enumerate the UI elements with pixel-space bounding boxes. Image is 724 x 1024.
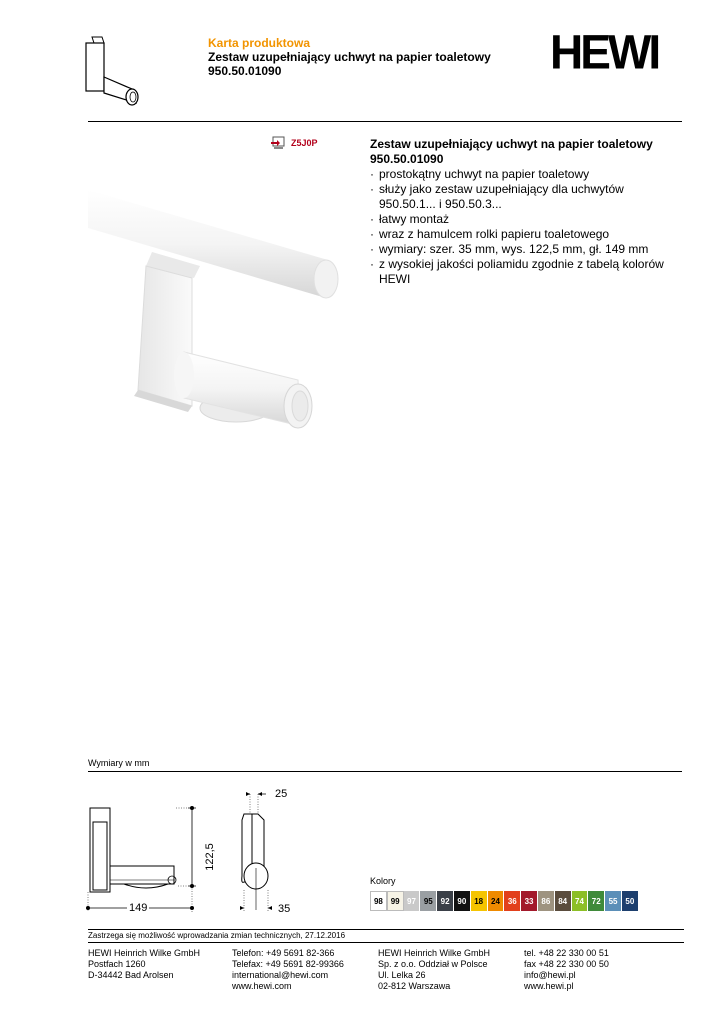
document-kind: Karta produktowa (208, 36, 311, 50)
color-swatch: 90 (454, 891, 471, 911)
feature-item: · z wysokiej jakości poliamidu zgodnie z tabelą kolorów HEWI (370, 257, 680, 287)
footer-line: tel. +48 22 330 00 51 (524, 948, 609, 958)
feature-item: · łatwy montaż (370, 212, 680, 227)
header-divider (88, 121, 682, 122)
footer-line: Sp. z o.o. Oddział w Polsce (378, 959, 488, 969)
color-swatch: 33 (521, 891, 538, 911)
height-dimension: 122,5 (204, 843, 216, 871)
feature-list (370, 167, 680, 287)
colors-label: Kolory (370, 876, 396, 886)
color-swatch: 72 (588, 891, 605, 911)
footer-line: 02-812 Warszawa (378, 981, 451, 991)
color-swatches (370, 891, 639, 911)
footer-web-link[interactable]: www.hewi.com (232, 981, 292, 991)
color-swatch: 99 (387, 891, 404, 911)
feature-item: · służy jako zestaw uzupełniający dla uchwytów 950.50.1... i 950.50.3... (370, 182, 680, 212)
feature-item: · prostokątny uchwyt na papier toaletowy (370, 167, 680, 182)
color-swatch: 18 (471, 891, 488, 911)
dimension-drawings (84, 780, 314, 920)
footer-line: D-34442 Bad Arolsen (88, 970, 174, 980)
footer-email-link[interactable]: international@hewi.com (232, 970, 329, 980)
color-swatch: 86 (538, 891, 555, 911)
footer-divider (88, 929, 684, 930)
dimensions-divider (88, 771, 682, 772)
color-swatch: 74 (572, 891, 589, 911)
disclaimer: Zastrzega się możliwość wprowadzania zmian technicznych, 27.12.2016 (88, 931, 346, 940)
footer-contact-pl (524, 948, 609, 992)
product-thumbnail (80, 33, 142, 113)
dimensions-label: Wymiary w mm (88, 758, 150, 768)
footer-line: Telefax: +49 5691 82-99366 (232, 959, 344, 969)
header-product-code: 950.50.01090 (208, 64, 282, 78)
footer-line: fax +48 22 330 00 50 (524, 959, 609, 969)
document-arrow-icon (271, 136, 287, 150)
footer-line: HEWI Heinrich Wilke GmbH (88, 948, 201, 958)
footer-contact-de (232, 948, 344, 992)
product-image (88, 180, 358, 440)
depth-dimension: 149 (129, 902, 148, 914)
feature-item: · wymiary: szer. 35 mm, wys. 122,5 mm, gł. 149 mm (370, 242, 680, 257)
color-swatch: 84 (555, 891, 572, 911)
color-swatch: 97 (404, 891, 421, 911)
footer-divider-2 (88, 942, 684, 943)
footer-address-pl (378, 948, 490, 992)
top-width-dimension: 25 (275, 788, 288, 800)
color-swatch: 98 (370, 891, 387, 911)
description-title: Zestaw uzupełniający uchwyt na papier toaletowy (370, 137, 653, 151)
color-swatch: 55 (605, 891, 622, 911)
description-code: 950.50.01090 (370, 152, 444, 166)
tender-code: Z5J0P (291, 138, 318, 148)
footer-line: Telefon: +49 5691 82-366 (232, 948, 335, 958)
product-description (370, 137, 680, 287)
header-title: Zestaw uzupełniający uchwyt na papier toaletowy (208, 50, 491, 64)
footer-line: Ul. Lelka 26 (378, 970, 426, 980)
footer-web-link[interactable]: www.hewi.pl (524, 981, 574, 991)
color-swatch: 92 (437, 891, 454, 911)
footer-line: HEWI Heinrich Wilke GmbH (378, 948, 491, 958)
footer-email-link[interactable]: info@hewi.pl (524, 970, 576, 980)
footer-line: Postfach 1260 (88, 959, 146, 969)
color-swatch: 95 (420, 891, 437, 911)
tender-text-link[interactable] (271, 136, 318, 150)
hewi-logo: HEWI (550, 24, 659, 79)
color-swatch: 50 (622, 891, 639, 911)
color-swatch: 24 (488, 891, 505, 911)
feature-item: · wraz z hamulcem rolki papieru toaletowego (370, 227, 680, 242)
color-swatch: 36 (504, 891, 521, 911)
width-dimension: 35 (278, 903, 291, 915)
footer-address-de (88, 948, 200, 981)
